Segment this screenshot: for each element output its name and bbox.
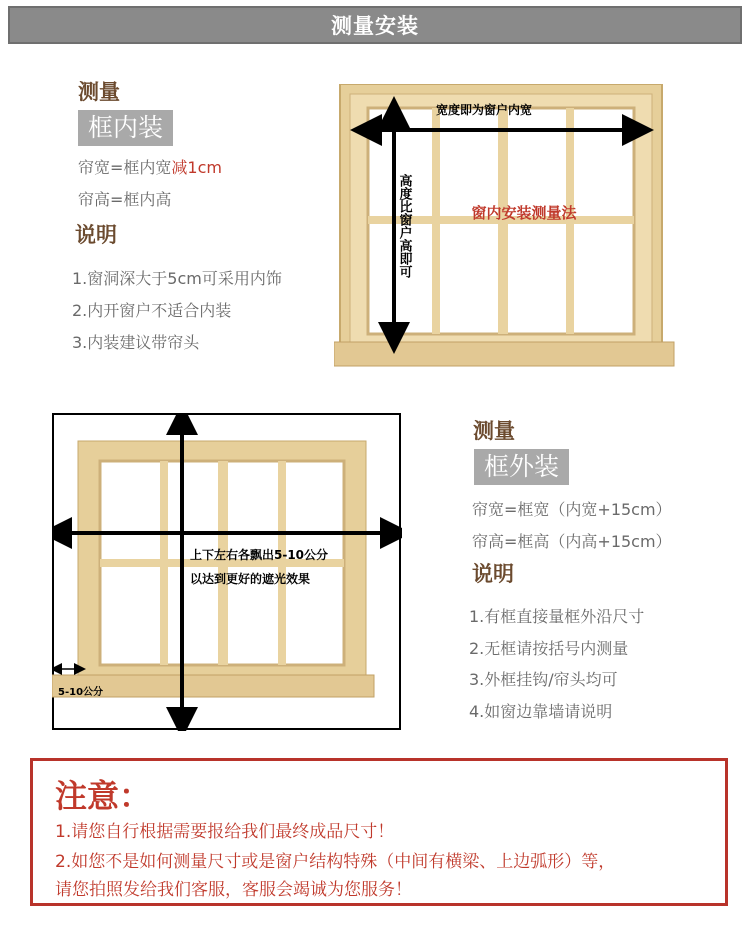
- outside-measure-label: 测量: [473, 419, 515, 443]
- outside-height-formula: 帘高=框高（内高+15cm）: [472, 532, 672, 551]
- outside-note-1: 1.有框直接量框外沿尺寸: [469, 607, 645, 626]
- notice-line-1: 1.请您自行根据需要报给我们最终成品尺寸！: [55, 822, 395, 842]
- notice-line-3: 请您拍照发给我们客服，客服会竭诚为您服务！: [55, 880, 412, 900]
- inside-note-2: 2.内开窗户不适合内装: [72, 301, 232, 320]
- outside-margin-label: 5-10公分: [58, 687, 104, 698]
- inside-note-3: 3.内装建议带帘头: [72, 333, 200, 352]
- outside-label-line1: 上下左右各飘出5-10公分: [190, 548, 329, 562]
- inside-width-label: 宽度即为窗户内宽: [435, 103, 533, 117]
- page-header: [8, 6, 742, 44]
- page-title: 测量安装: [331, 14, 419, 38]
- outside-label-line2: 以达到更好的遮光效果: [190, 572, 311, 586]
- inside-width-formula: [78, 155, 222, 178]
- notice-box: [30, 758, 728, 906]
- inside-measure-label: 测量: [78, 80, 120, 104]
- inside-window-illustration: [334, 84, 676, 370]
- outside-note-4: 4.如窗边靠墙请说明: [469, 702, 613, 721]
- inside-note-1: 1.窗洞深大于5cm可采用内饰: [72, 269, 282, 288]
- inside-badge: 框内装: [78, 110, 173, 146]
- notice-line-2: 2.如您不是如何测量尺寸或是窗户结构特殊（中间有横梁、上边弧形）等，: [55, 852, 616, 872]
- inside-note-title: 说明: [75, 223, 117, 247]
- inside-height-label: 高度比窗户高即可: [396, 174, 412, 278]
- outside-note-3: 3.外框挂钩/帘头均可: [469, 670, 618, 689]
- inside-width-suffix: 减1cm: [171, 158, 222, 177]
- inside-height-formula: 帘高=框内高: [78, 190, 172, 209]
- outside-window-illustration: [52, 413, 402, 731]
- outside-note-title: 说明: [472, 562, 514, 586]
- outside-width-formula: 帘宽=框宽（内宽+15cm）: [472, 500, 672, 519]
- outside-note-2: 2.无框请按括号内测量: [469, 639, 629, 658]
- outside-badge: 框外装: [474, 449, 569, 485]
- inside-center-label: 窗内安装测量法: [471, 204, 577, 222]
- inside-width-prefix: 帘宽=框内宽: [78, 158, 172, 177]
- notice-title: 注意：: [55, 777, 152, 815]
